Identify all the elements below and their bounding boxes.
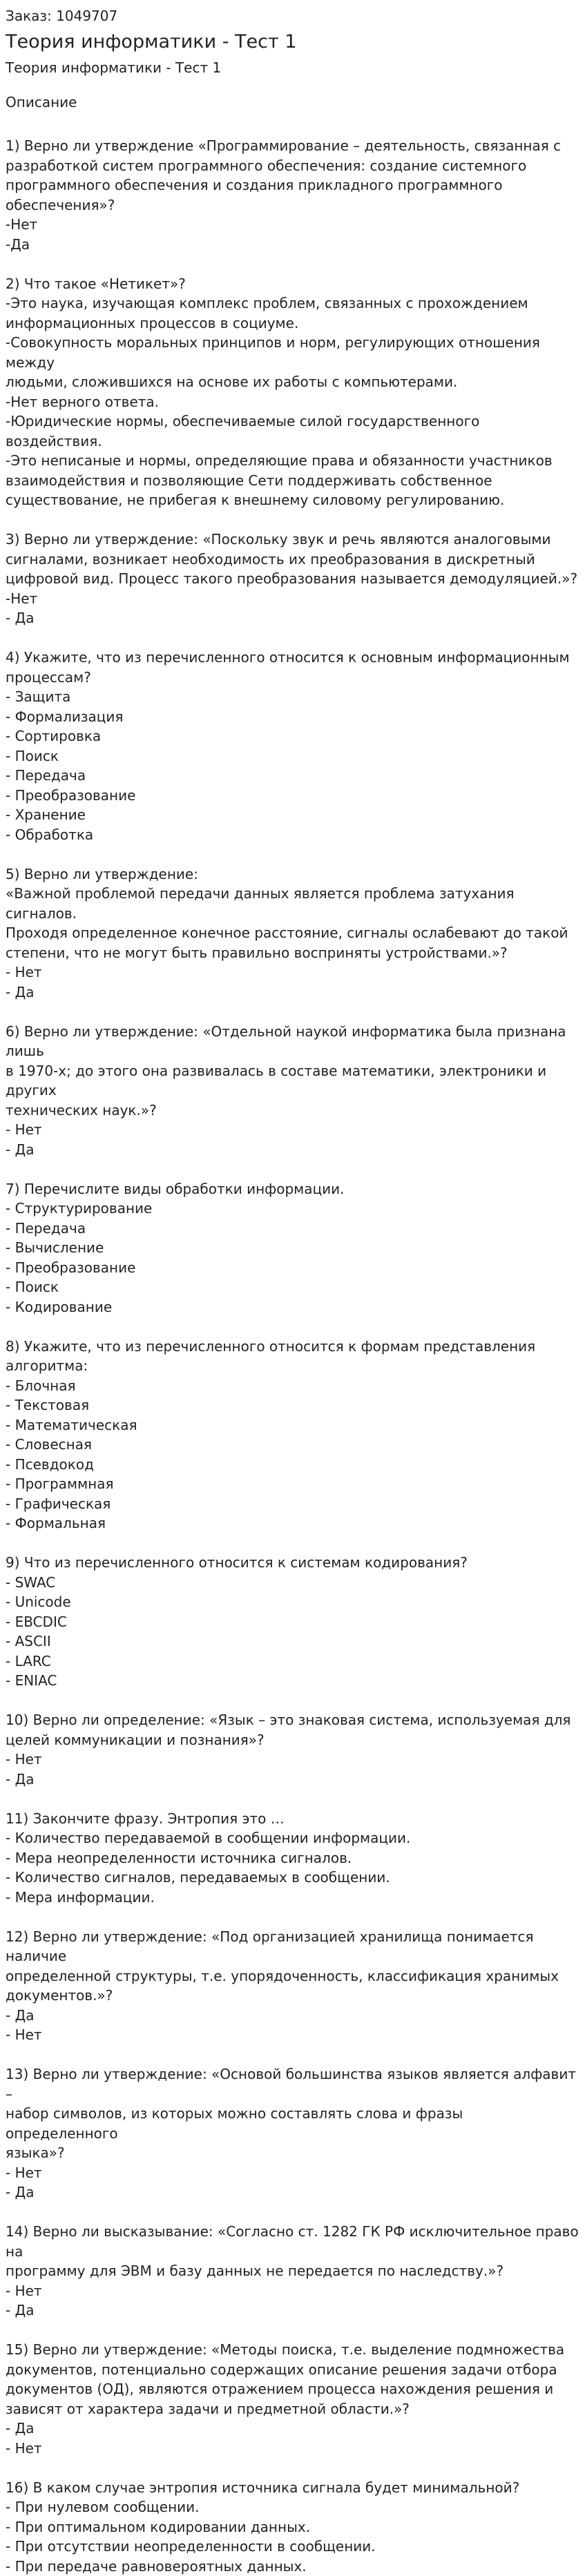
answer-option: - Да: [6, 982, 579, 1003]
answer-option: - Передача: [6, 1219, 579, 1239]
answer-option: - Да: [6, 608, 579, 628]
answer-option: - Нет: [6, 2163, 579, 2183]
answer-option: - Защита: [6, 687, 579, 707]
question-text-line: алгоритма:: [6, 1356, 579, 1376]
answer-option: - При оптимальном кодировании данных.: [6, 2517, 579, 2537]
questions-list: [6, 136, 579, 2576]
question-text-line: 3) Верно ли утверждение: «Поскольку звук и речь являются аналоговыми: [6, 530, 579, 550]
answer-option: - Нет: [6, 962, 579, 982]
answer-option: людьми, сложившихся на основе их работы с компьютерами.: [6, 372, 579, 392]
answer-option: -Совокупность моральных принципов и норм, регулирующих отношения между: [6, 333, 579, 372]
answer-option: - Нет: [6, 1750, 579, 1770]
answer-option: - Да: [6, 1140, 579, 1160]
answer-option: - Вычисление: [6, 1238, 579, 1258]
answer-option: - Нет: [6, 1120, 579, 1140]
question-block: [6, 1022, 579, 1160]
answer-option: информационных процессов в социуме.: [6, 313, 579, 333]
question-text-line: 12) Верно ли утверждение: «Под организацией хранилища понимается наличие: [6, 1927, 579, 1966]
question-text-line: 11) Закончите фразу. Энтропия это …: [6, 1809, 579, 1829]
order-number: Заказ: 1049707: [6, 6, 579, 26]
question-text-line: 15) Верно ли утверждение: «Методы поиска, т.е. выделение подмножества: [6, 2340, 579, 2360]
answer-option: - Сортировка: [6, 726, 579, 746]
question-text-line: 1) Верно ли утверждение «Программирование – деятельность, связанная с: [6, 136, 579, 156]
answer-option: - Обработка: [6, 825, 579, 845]
answer-option: - Мера информации.: [6, 1888, 579, 1908]
answer-option: - LARC: [6, 1652, 579, 1672]
answer-option: - Да: [6, 1770, 579, 1790]
question-block: [6, 1553, 579, 1691]
answer-option: - Да: [6, 2301, 579, 2321]
question-block: [6, 2064, 579, 2202]
question-text-line: технических наук.»?: [6, 1101, 579, 1121]
question-block: [6, 1710, 579, 1789]
answer-option: - Программная: [6, 1474, 579, 1494]
answer-option: - Текстовая: [6, 1395, 579, 1415]
question-block: [6, 1337, 579, 1533]
answer-option: -Юридические нормы, обеспечиваемые силой государственного воздействия.: [6, 411, 579, 451]
answer-option: - При передаче равновероятных данных.: [6, 2557, 579, 2576]
question-text-line: 4) Укажите, что из перечисленного относится к основным информационным: [6, 648, 579, 668]
question-text-line: документов.»?: [6, 1986, 579, 2006]
answer-option: -Нет: [6, 589, 579, 609]
answer-option: - Количество передаваемой в сообщении информации.: [6, 1828, 579, 1848]
question-text-line: в 1970-х; до этого она развивалась в составе математики, электроники и других: [6, 1061, 579, 1101]
answer-option: - Структурирование: [6, 1199, 579, 1219]
question-block: [6, 2222, 579, 2321]
question-text-line: 13) Верно ли утверждение: «Основой большинства языков является алфавит –: [6, 2064, 579, 2104]
answer-option: -Это неписаные и нормы, определяющие права и обязанности участников: [6, 451, 579, 471]
question-text-line: набор символов, из которых можно составлять слова и фразы определенного: [6, 2104, 579, 2143]
question-block: [6, 1809, 579, 1908]
answer-option: существование, не прибегая к внешнему силовому регулированию.: [6, 490, 579, 510]
page-title: Теория информатики - Тест 1: [6, 30, 579, 55]
answer-option: -Нет верного ответа.: [6, 392, 579, 412]
question-text-line: программу для ЭВМ и базу данных не передается по наследству.»?: [6, 2261, 579, 2281]
answer-option: - Нет: [6, 2439, 579, 2459]
answer-option: - Нет: [6, 2025, 579, 2045]
question-block: [6, 648, 579, 844]
description-label: Описание: [6, 92, 579, 113]
answer-option: - Математическая: [6, 1415, 579, 1435]
question-text-line: документов, потенциально содержащих описание решения задачи отбора: [6, 2360, 579, 2380]
answer-option: - Преобразование: [6, 786, 579, 806]
answer-option: - При нулевом сообщении.: [6, 2497, 579, 2517]
question-text-line: процессам?: [6, 668, 579, 688]
answer-option: - EBCDIC: [6, 1612, 579, 1632]
question-text-line: языка»?: [6, 2143, 579, 2163]
answer-option: - Блочная: [6, 1376, 579, 1396]
answer-option: - Мера неопределенности источника сигналов.: [6, 1848, 579, 1868]
question-block: [6, 1927, 579, 2045]
answer-option: - Поиск: [6, 746, 579, 766]
question-text-line: степени, что не могут быть правильно восприняты устройствами.»?: [6, 943, 579, 963]
question-block: [6, 136, 579, 254]
question-text-line: 8) Укажите, что из перечисленного относится к формам представления: [6, 1337, 579, 1357]
answer-option: - ENIAC: [6, 1671, 579, 1691]
question-text-line: 16) В каком случае энтропия источника сигнала будет минимальной?: [6, 2478, 579, 2498]
question-block: [6, 2478, 579, 2576]
question-text-line: сигналами, возникает необходимость их преобразования в дискретный: [6, 550, 579, 570]
answer-option: -Да: [6, 235, 579, 255]
answer-option: - Да: [6, 2419, 579, 2439]
question-text-line: 14) Верно ли высказывание: «Согласно ст. 1282 ГК РФ исключительное право на: [6, 2222, 579, 2261]
answer-option: - Да: [6, 2006, 579, 2026]
answer-option: - Поиск: [6, 1277, 579, 1297]
question-block: [6, 530, 579, 628]
answer-option: - ASCII: [6, 1631, 579, 1652]
question-text-line: «Важной проблемой передачи данных является проблема затухания сигналов.: [6, 884, 579, 923]
page-subtitle: Теория информатики - Тест 1: [6, 57, 579, 78]
answer-option: - Unicode: [6, 1592, 579, 1612]
question-text-line: зависят от характера задачи и предметной области.»?: [6, 2399, 579, 2419]
answer-option: - SWAC: [6, 1573, 579, 1593]
question-text-line: 2) Что такое «Нетикет»?: [6, 274, 579, 294]
answer-option: -Это наука, изучающая комплекс проблем, связанных с прохождением: [6, 293, 579, 313]
question-text-line: 6) Верно ли утверждение: «Отдельной наукой информатика была признана лишь: [6, 1022, 579, 1061]
question-text-line: разработкой систем программного обеспечения: создание системного: [6, 156, 579, 176]
answer-option: - Словесная: [6, 1435, 579, 1455]
answer-option: -Нет: [6, 215, 579, 235]
question-text-line: 10) Верно ли определение: «Язык – это знаковая система, используемая для: [6, 1710, 579, 1730]
answer-option: - Формальная: [6, 1513, 579, 1533]
answer-option: - Да: [6, 2182, 579, 2202]
question-block: [6, 2340, 579, 2458]
question-block: [6, 1179, 579, 1317]
answer-option: взаимодействия и позволяющие Сети поддерживать собственное: [6, 471, 579, 491]
question-text-line: документов (ОД), являются отражением процесса нахождения решения и: [6, 2379, 579, 2399]
question-text-line: целей коммуникации и познания»?: [6, 1730, 579, 1750]
question-text-line: Проходя определенное конечное расстояние, сигналы ослабевают до такой: [6, 923, 579, 943]
answer-option: - Кодирование: [6, 1297, 579, 1317]
answer-option: - Преобразование: [6, 1258, 579, 1278]
answer-option: - Количество сигналов, передаваемых в сообщении.: [6, 1868, 579, 1888]
question-text-line: 7) Перечислите виды обработки информации.: [6, 1179, 579, 1199]
question-text-line: обеспечения»?: [6, 195, 579, 215]
answer-option: - Графическая: [6, 1494, 579, 1514]
question-text-line: цифровой вид. Процесс такого преобразования называется демодуляцией.»?: [6, 569, 579, 589]
answer-option: - Передача: [6, 766, 579, 786]
question-text-line: 9) Что из перечисленного относится к системам кодирования?: [6, 1553, 579, 1573]
answer-option: - Хранение: [6, 805, 579, 825]
question-block: [6, 274, 579, 510]
question-text-line: определенной структуры, т.е. упорядоченность, классификация хранимых: [6, 1966, 579, 1986]
question-text-line: 5) Верно ли утверждение:: [6, 864, 579, 884]
answer-option: - При отсутствии неопределенности в сообщении.: [6, 2537, 579, 2557]
question-block: [6, 864, 579, 1003]
answer-option: - Нет: [6, 2281, 579, 2301]
answer-option: - Псевдокод: [6, 1455, 579, 1475]
question-text-line: программного обеспечения и создания прикладного программного: [6, 175, 579, 195]
answer-option: - Формализация: [6, 707, 579, 727]
